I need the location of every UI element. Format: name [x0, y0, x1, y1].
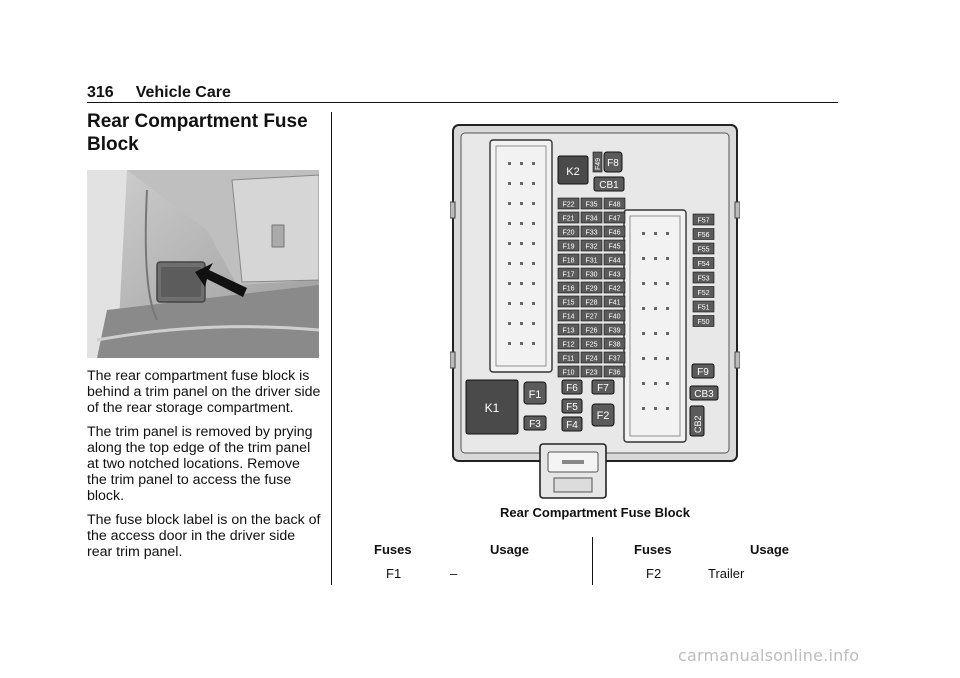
- fuse-label: F12: [562, 341, 575, 349]
- fuse-label: F37: [608, 355, 621, 363]
- fuse-label: F55: [697, 246, 710, 254]
- table-header-usage: Usage: [490, 542, 530, 557]
- fuse-label: F34: [585, 215, 598, 223]
- fuse-label: F22: [562, 201, 575, 209]
- fuse-label: F36: [608, 369, 621, 377]
- fuse-label: F49: [595, 157, 602, 170]
- fuse-label: F13: [562, 327, 575, 335]
- trunk-photo: [87, 170, 319, 358]
- fuse-label: F35: [585, 201, 598, 209]
- fuse-label: F39: [608, 327, 621, 335]
- fuse-label: F47: [608, 215, 621, 223]
- fuse-label: F19: [562, 243, 575, 251]
- fuse-label: F7: [597, 383, 609, 394]
- fuse-label: F56: [697, 232, 710, 239]
- fuse-label: F25: [585, 341, 598, 349]
- paragraph: The fuse block label is on the back of the access door in the driver side rear trim panel.: [87, 512, 321, 560]
- section-title: Rear Compartment Fuse Block: [87, 111, 308, 155]
- paragraph: The rear compartment fuse block is behind a trim panel on the driver side of the rear storage compartment.: [87, 368, 321, 416]
- fuse-label: F32: [585, 243, 598, 251]
- fuse-label: F4: [566, 420, 578, 431]
- fuse-label: F27: [585, 313, 598, 321]
- fuse-label: F57: [697, 217, 710, 225]
- table-cell-fuse: F2: [646, 566, 662, 581]
- fuse-label: F51: [697, 304, 710, 312]
- table-header-fuses: Fuses: [374, 542, 412, 557]
- fuse-block-diagram: [450, 122, 740, 504]
- fuse-label: F8: [607, 158, 619, 169]
- relay-label: K2: [566, 166, 580, 178]
- table-header-fuses: Fuses: [634, 542, 672, 557]
- fuse-label: F23: [585, 369, 598, 377]
- fuse-label: F41: [608, 299, 621, 307]
- fuse-label: F48: [608, 201, 621, 209]
- fuse-label: F26: [585, 327, 598, 335]
- fuse-label: F38: [608, 341, 621, 349]
- fuse-label: F21: [562, 215, 575, 223]
- fuse-label: F1: [528, 389, 542, 401]
- table-cell-usage: Trailer: [708, 566, 745, 581]
- header-rule: [87, 102, 838, 103]
- fuse-label: F18: [562, 257, 575, 265]
- relay-label: K1: [484, 401, 500, 415]
- fuse-label: F45: [608, 243, 621, 251]
- fuse-label: F46: [608, 229, 621, 237]
- breaker-label: CB1: [599, 180, 619, 191]
- fuse-label: F33: [585, 229, 598, 237]
- fuse-label: F17: [562, 271, 575, 279]
- section-name: Vehicle Care: [135, 84, 231, 101]
- fuse-label: F24: [585, 355, 598, 363]
- fuse-label: F43: [608, 271, 621, 279]
- page-number: 316: [87, 84, 114, 101]
- fuse-label: F40: [608, 313, 621, 321]
- fuse-label: F44: [608, 257, 621, 265]
- fuse-label: F11: [562, 355, 575, 363]
- body-text: [87, 368, 323, 568]
- fuse-label: F6: [566, 383, 578, 394]
- running-head: [87, 84, 231, 102]
- fuse-label: F53: [697, 275, 710, 283]
- paragraph: The trim panel is removed by prying along the top edge of the trim panel at two notched locations. Remove the trim panel to access the fuse block.: [87, 424, 313, 504]
- fuse-label: F14: [562, 313, 575, 321]
- fuse-label: F50: [697, 319, 710, 326]
- fuse-label: F42: [608, 285, 621, 293]
- table-cell-usage: –: [450, 566, 458, 581]
- fuse-label: F15: [562, 299, 575, 307]
- fuse-label: F5: [566, 402, 578, 413]
- figure-caption: Rear Compartment Fuse Block: [500, 505, 690, 520]
- fuse-label: F10: [562, 369, 575, 377]
- table-cell-fuse: F1: [386, 566, 402, 581]
- watermark: carmanualsonline.info: [678, 646, 860, 665]
- fuse-label: F54: [697, 261, 710, 268]
- fuse-label: F31: [585, 257, 598, 265]
- fuse-label: F2: [596, 410, 610, 422]
- fuse-label: F52: [697, 290, 710, 297]
- breaker-label: CB3: [694, 389, 714, 400]
- fuse-label: F16: [562, 285, 575, 293]
- fuse-label: F30: [585, 271, 598, 279]
- fuse-label: F28: [585, 299, 598, 307]
- fuse-label: F9: [697, 367, 709, 378]
- fuse-label: F29: [585, 285, 598, 293]
- fuse-label: F3: [529, 419, 541, 430]
- table-divider: [592, 537, 593, 585]
- table-header-usage: Usage: [750, 542, 790, 557]
- column-divider: [331, 112, 332, 585]
- breaker-label: CB2: [693, 415, 703, 433]
- fuse-label: F20: [562, 229, 575, 237]
